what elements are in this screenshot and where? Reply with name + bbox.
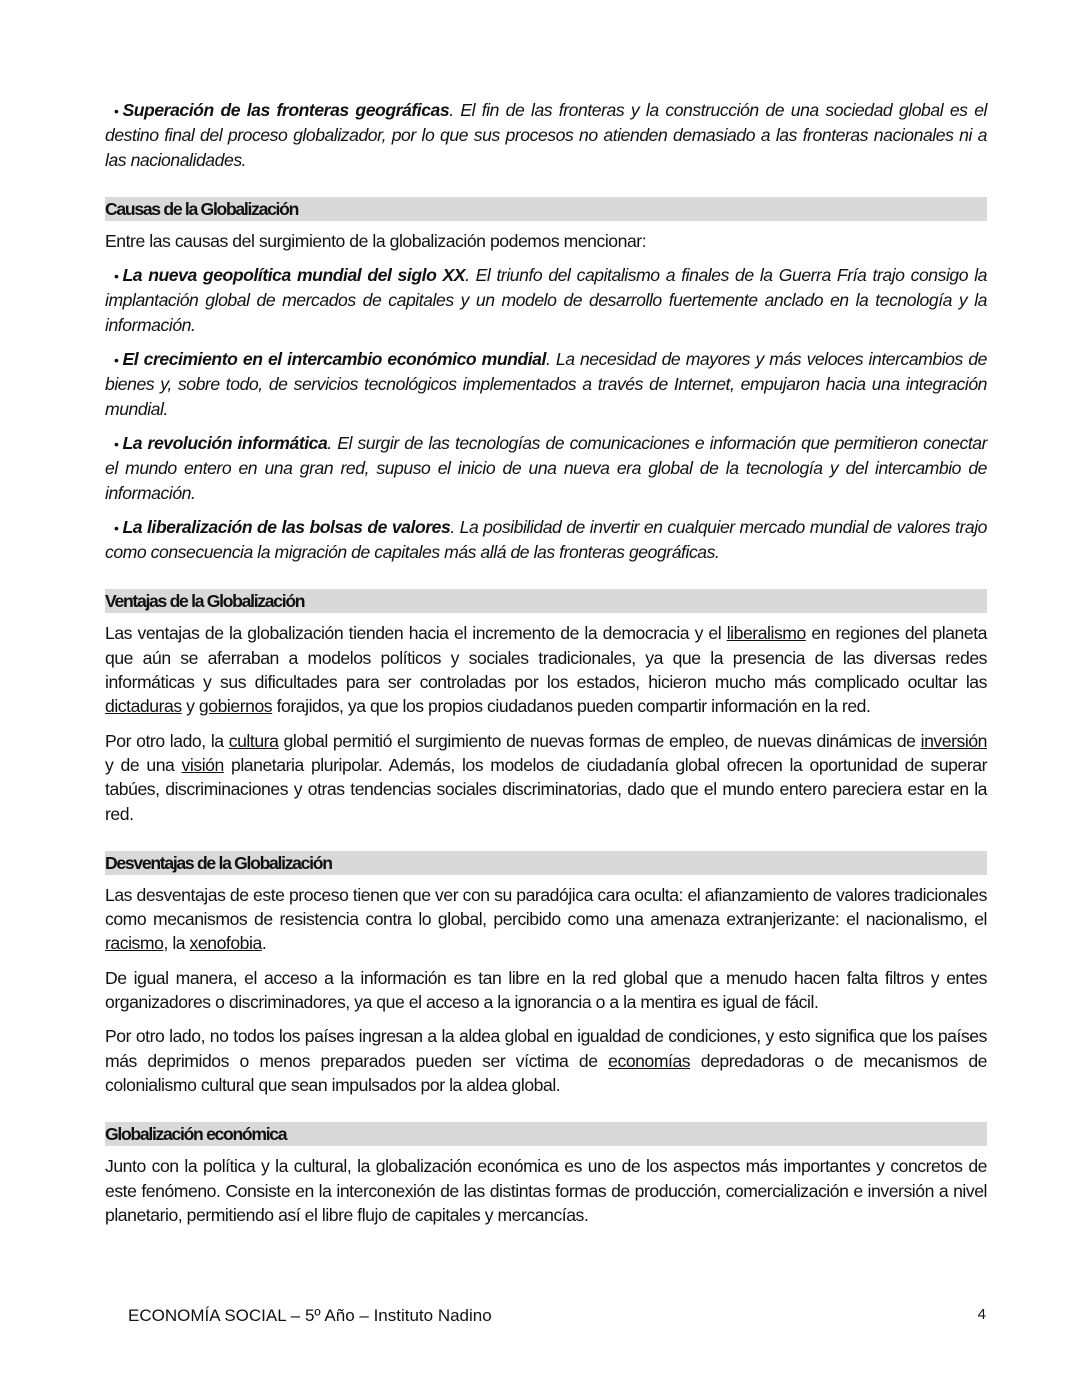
glossary-link[interactable]: xenofobia <box>189 933 262 954</box>
page-number: 4 <box>977 1306 986 1323</box>
bold-term: Superación de las fronteras geográficas <box>122 100 450 120</box>
text-run: , la <box>163 933 190 954</box>
text-run: . La posibilidad de invertir en cualquier mercado mundial de valores trajo como consecuencia la migración de capitales más allá de las fronteras geográficas. <box>105 516 987 563</box>
bold-term: El crecimiento en el intercambio económico mundial <box>122 349 546 370</box>
paragraph <box>105 229 987 253</box>
paragraph <box>105 729 987 826</box>
text-run: De igual manera, el acceso a la información es tan libre en la red global que a menudo hacen falta filtros y entes organizadores o discriminadores, ya que el acceso a la ignorancia o a la mentira es igual de fácil. <box>105 967 987 1013</box>
bullet-paragraph <box>105 347 987 421</box>
text-run: Las desventajas de este proceso tienen que ver con su paradójica cara oculta: el afianzamiento de valores tradicionales como mecanismos de resistencia contra lo global, percibido como una amenaza extranjerizante: el nacionalismo, el <box>105 884 987 930</box>
section-heading: Globalización económica <box>105 1122 987 1146</box>
text-run: y <box>181 696 199 717</box>
text-run: Entre las causas del surgimiento de la globalización podemos mencionar: <box>105 230 647 251</box>
glossary-link[interactable]: liberalismo <box>726 623 806 644</box>
text-run: . La necesidad de mayores y más veloces intercambios de bienes y, sobre todo, de servicios tecnológicos implementados a través de Internet, empujaron hacia una integración mundial. <box>105 349 987 419</box>
text-run: Las ventajas de la globalización tienden hacia el incremento de la democracia y el <box>105 623 727 644</box>
text-run: en regiones del planeta que aún se aferraban a modelos políticos y sociales tradicionales, ya que la presencia de las diversas redes informáticas y sus dificultades para ser controladas por los estados, hicieron mucho más complicado ocultar las <box>105 623 988 693</box>
paragraph <box>105 1024 987 1097</box>
glossary-link[interactable]: visión <box>181 754 224 775</box>
text-run: depredadoras o de mecanismos de colonialismo cultural que sean impulsados por la aldea global. <box>105 1050 988 1095</box>
page-footer <box>128 1306 986 1326</box>
bullet-icon: • <box>114 268 119 285</box>
bullet-paragraph <box>105 98 987 172</box>
text-run: planetaria pluripolar. Además, los modelos de ciudadanía global ofrecen la oportunidad de superar tabúes, discriminaciones y otras tendencias sociales discriminatorias, dado que el mundo entero pareciera estar en la red. <box>105 754 987 824</box>
glossary-link[interactable]: dictaduras <box>105 696 182 717</box>
text-run: global permitió el surgimiento de nuevas formas de empleo, de nuevas dinámicas de <box>278 730 921 751</box>
bold-term: La liberalización de las bolsas de valores <box>122 516 451 537</box>
section-heading: Ventajas de la Globalización <box>105 589 987 613</box>
glossary-link[interactable]: gobiernos <box>198 696 273 717</box>
text-run: Junto con la política y la cultural, la globalización económica es uno de los aspectos más importantes y concretos de este fenómeno. Consiste en la interconexión de las distintas formas de producción, comercialización e inversión a nivel planetario, permitiendo así el libre flujo de capitales y mercancías. <box>105 1156 987 1225</box>
section-heading: Desventajas de la Globalización <box>105 851 987 875</box>
bold-term: La revolución informática <box>122 432 328 453</box>
paragraph <box>105 883 987 956</box>
text-run: y de una <box>105 754 182 775</box>
bullet-icon: • <box>114 435 119 452</box>
text-run: . El surgir de las tecnologías de comunicaciones e información que permitieron conectar el mundo entero en una gran red, supuso el inicio de una nueva era global de la tecnología y del intercambio de información. <box>105 432 987 503</box>
bullet-paragraph <box>105 515 987 565</box>
bullet-paragraph <box>105 431 987 505</box>
text-run: . El triunfo del capitalismo a finales de la Guerra Fría trajo consigo la implantación global de mercados de capitales y un modelo de desarrollo fuertemente anclado en la tecnología y la información. <box>105 265 988 335</box>
glossary-link[interactable]: inversión <box>920 730 987 751</box>
paragraph <box>105 621 987 718</box>
glossary-link[interactable]: racismo <box>105 933 164 954</box>
paragraph <box>105 1154 987 1227</box>
document-body <box>105 98 987 1237</box>
bullet-icon: • <box>114 519 119 536</box>
glossary-link[interactable]: economías <box>608 1050 691 1071</box>
glossary-link[interactable]: cultura <box>228 730 279 751</box>
text-run: forajidos, ya que los propios ciudadanos pueden compartir información en la red. <box>272 696 871 717</box>
bullet-icon: • <box>114 103 119 119</box>
text-run: Por otro lado, no todos los países ingresan a la aldea global en igualdad de condiciones, y esto significa que los países más deprimidos o menos preparados pueden ser víctima de <box>105 1026 987 1071</box>
text-run: . <box>261 933 267 954</box>
footer-title: ECONOMÍA SOCIAL – 5º Año – Instituto Nadino <box>128 1306 492 1325</box>
bullet-paragraph <box>105 263 987 337</box>
section-heading: Causas de la Globalización <box>105 197 987 221</box>
paragraph <box>105 966 987 1015</box>
bullet-icon: • <box>114 352 119 369</box>
text-run: . El fin de las fronteras y la construcción de una sociedad global es el destino final del proceso globalizador, por lo que sus procesos no atienden demasiado a las fronteras nacionales ni a las nacionalidades. <box>105 100 987 170</box>
bold-term: La nueva geopolítica mundial del siglo XX <box>122 265 466 286</box>
text-run: Por otro lado, la <box>105 730 229 751</box>
